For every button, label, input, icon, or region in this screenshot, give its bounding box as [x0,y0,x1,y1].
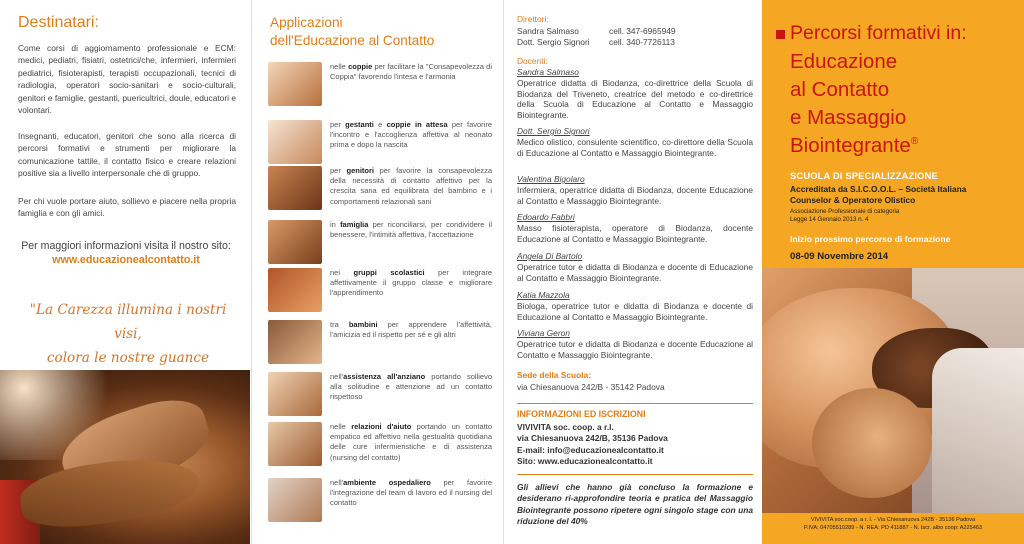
cover-title-line-2: Educazione [790,50,898,73]
application-item [268,166,494,220]
cover-title-line-3: al Contatto [790,78,890,101]
application-item [268,62,494,116]
application-photo [268,268,322,312]
footer-line-1: VIVIVITA soc.coop. a r. l. - Via Chiesanuova 242B - 35136 Padova [810,517,976,523]
massage-photo [762,268,1024,513]
application-text: in famiglia per riconciliarsi, per condividere il benessere, l'intimità affettiva, l'accettazione [330,220,493,240]
application-text: nei gruppi scolastici per integrare affettivamente il gruppo classe e migliorare l'apprendimento [330,268,492,298]
course-dates: 08-09 Novembre 2014 [790,251,889,262]
info-email[interactable]: E-mail: info@educazionealcontatto.it [517,444,664,455]
school-address: via Chiesanuova 242/B - 35142 Padova [517,382,665,392]
application-item [268,478,494,532]
teacher-desc: Medico olistico, consulente scientifico, co-direttore della Scuola di Educazione al Contatto e Massaggio Biointegrante. [517,137,753,158]
teacher-desc: Operatrice tutor e didatta di Biodanza e docente Educazione al Contatto e Massaggio Biointegrante. [517,339,753,360]
applications-title-line-1: Applicazioni [270,15,343,30]
panel-staff [505,0,760,544]
application-photo [268,120,322,164]
application-item [268,320,494,374]
accreditation-line-2: Counselor & Operatore Olistico [790,195,916,205]
panel-applications [252,0,502,544]
teacher-name: Katia Mazzola [517,290,570,300]
application-item [268,220,494,274]
director-row [517,26,753,37]
teacher-desc: Masso fisioterapista, operatore di Biodanza, docente Educazione al Contatto e Massaggio Biointegrante. [517,223,753,244]
recipients-paragraph-3: Per chi vuole portare aiuto, sollievo e piacere nella propria famiglia e con gli amici. [18,196,236,219]
teacher-name: Edoardo Fabbri [517,212,575,222]
application-item [268,372,494,426]
application-text: nelle coppie per facilitare la "Consapevolezza di Coppia" favorendo l'intesa e l'armonia [330,62,492,82]
cover-footer [762,516,1024,532]
panel-recipients [0,0,250,544]
cover-title-biointegrante: Biointegrante [790,134,911,157]
application-photo [268,372,322,416]
application-photo [268,166,322,210]
accreditation-line-1: Accreditata da S.I.C.O.O.L. – Società Italiana [790,184,967,194]
teacher-desc: Biologa, operatrice tutor e didatta di Biodanza e docente di Educazione al Contatto e Massaggio Biointegrante. [517,301,753,322]
school-heading: SCUOLA DI SPECIALIZZAZIONE [790,171,938,181]
info-website[interactable]: Sito: www.educazionealcontatto.it [517,456,653,467]
application-text: nell'ambiente ospedaliero per favorire l'integrazione del team di lavoro ed il nursing del contatto [330,478,492,508]
teacher-entry [517,290,753,322]
teacher-entry [517,174,753,206]
teacher-entry [517,212,753,244]
quote-line-2: colora le nostre guance [46,350,210,366]
application-text: nelle relazioni d'aiuto portando un contatto empatico ed affettivo nella gestualità quotidiana delle cure infermieristiche e di assistenza (nursing del contatto) [330,422,493,462]
application-text: tra bambini per apprendere l'affettività, l'amicizia ed il rispetto per sé e gli altri [330,320,492,340]
application-photo [268,478,322,522]
director-name: Sandra Salmaso [517,26,579,36]
association-line-1: Associazione Professionale di categoria [790,208,900,215]
application-photo [268,320,322,364]
red-square-icon [776,30,785,39]
application-text: nell'assistenza all'anziano portando sollievo alla solitudine e attenzione ad un contatto rispettoso [330,372,492,402]
director-phone: cell. 340-7726113 [609,37,675,47]
teacher-entry [517,67,753,120]
teacher-desc: Operatrice tutor e didatta di Biodanza e docente di Educazione al Contatto e Massaggio Biointegrante. [517,262,753,283]
discount-note: Gli allievi che hanno già concluso la formazione e desiderano ri-approfondire teoria e pratica del Massaggio Biointegrante possono ripetere ogni singolo stage con una riduzione del 40% [517,482,753,527]
registered-mark: ® [910,136,919,148]
recipients-paragraph-2: Insegnanti, educatori, genitori che sono alla ricerca di percorsi formativi e strumenti per migliorare la comunicazione tattile, il contatto fisico e creare relazioni positive sia a livello interpersonale che di gruppo. [18,131,236,179]
teacher-desc: Infermiera, operatrice didatta di Biodanza, docente Educazione al Contatto e Massaggio Biointegrante. [517,185,753,206]
applications-title-line-2: dell'Educazione al Contatto [270,33,435,48]
director-name: Dott. Sergio Signori [517,37,590,47]
application-photo [268,422,322,466]
cover-title-line-1: Percorsi formativi in: [790,22,967,44]
application-photo [268,62,322,106]
application-item [268,268,494,322]
director-row [517,37,753,48]
hands-photo [0,370,250,544]
director-phone: cell. 347-6965949 [609,26,676,36]
divider [517,474,753,475]
info-block [517,422,668,468]
teacher-name: Angela Di Bartolo [517,251,583,261]
teacher-entry [517,328,753,360]
info-address: via Chiesanuova 242/B, 35136 Padova [517,433,668,444]
info-title: INFORMAZIONI ED ISCRIZIONI [517,409,646,419]
school-label: Sede della Scuola: [517,370,592,380]
application-item [268,422,494,476]
cover-title-line-4: e Massaggio [790,106,907,129]
footer-line-2: P.IVA: 04705510289 - N. REA: PD 411887 - N. Iscr. albo coop: A225463 [803,525,983,531]
more-info-text: Per maggiori informazioni visita il nostro sito: [21,240,231,252]
application-text: per genitori per favorire la consapevolezza della necessità di contatto affettivo per la crescita sana ed equilibrata del bambino e i comportamenti relazionali sani [330,166,492,206]
directors-label: Direttori: [517,14,549,24]
application-text: per gestanti e coppie in attesa per favorire l'incontro e l'accoglienza affettiva al neonato prima e dopo la nascita [330,120,492,150]
teacher-name: Valentina Bigolaro [517,174,585,184]
teacher-desc: Operatrice didatta di Biodanza, co-direttrice della Scuola di Biodanza del Triveneto, creatrice del metodo e co-direttrice della Scuola di Educazione al Contatto e Massaggio Biointegrante. [517,78,753,120]
recipients-title: Destinatari: [18,14,99,31]
cover-title-line-5 [790,134,918,158]
website-link[interactable]: www.educazionealcontatto.it [52,254,200,266]
quote-line-1: "La Carezza illumina i nostri visi, [29,302,227,342]
applications-title [270,14,434,50]
application-photo [268,220,322,264]
teacher-name: Dott. Sergio Signori [517,126,590,136]
teacher-entry [517,251,753,283]
recipients-paragraph-1: Come corsi di aggiornamento professionale e ECM: medici, pediatri, fisiatri, ostetrici/che, infermieri, infermieri pediatrici, fisioterapisti, terapisti occupazionali, tecnici di radiologia, operatori socio-sanitari e socio-culturali, genitori e famiglie, gestanti, puericultrici, doule, educatori e volontari. [18,43,236,116]
teachers-label: Docenti: [517,56,548,66]
teacher-name: Sandra Salmaso [517,67,579,77]
teacher-entry [517,126,753,158]
info-company: VIVIVITA soc. coop. a r.l. [517,422,614,432]
panel-cover [762,0,1024,544]
divider [517,403,753,404]
next-course-label: Inizio prossimo percorso di formazione [790,234,951,244]
teacher-name: Viviana Geron [517,328,570,338]
association-line-2: Legge 14 Gennaio 2013 n. 4 [790,216,869,223]
